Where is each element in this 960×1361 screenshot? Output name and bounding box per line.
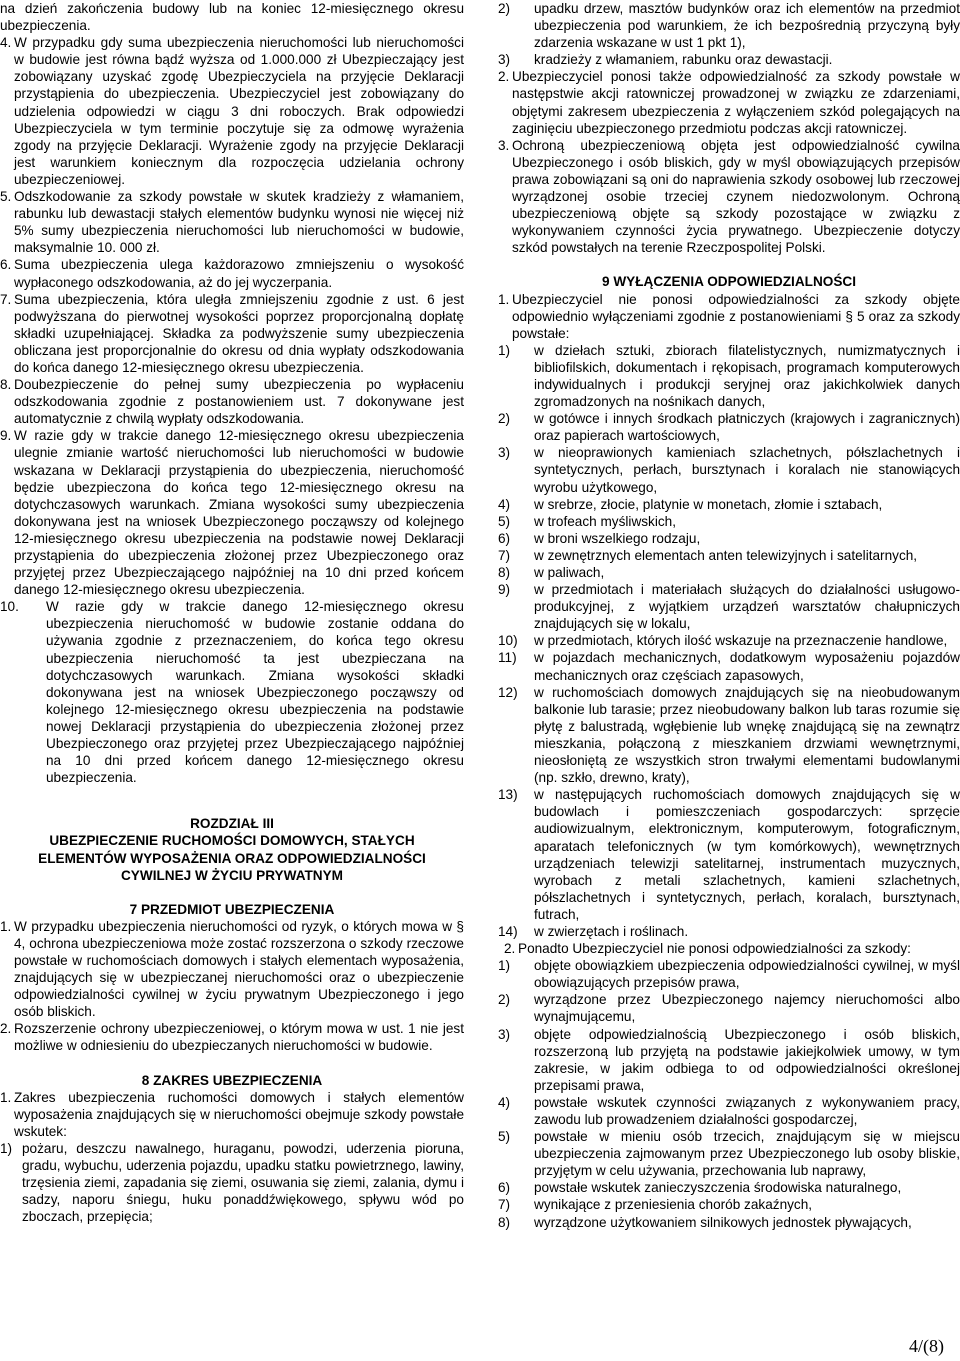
sub-item	[498, 0, 960, 51]
sub-item	[498, 1196, 960, 1213]
item-text: kradzieży z włamaniem, rabunku oraz dewastacji.	[534, 52, 833, 68]
sub-item	[498, 513, 960, 530]
numbered-item	[0, 598, 464, 786]
item-text: w pojazdach mechanicznych, dodatkowym wyposażeniu pojazdów mechanicznych oraz częściach zapasowych,	[534, 650, 960, 683]
sub-item	[498, 547, 960, 564]
section-8-title: 8 ZAKRES UBEZPIECZENIA	[141, 1072, 323, 1088]
section-9-item-1	[498, 291, 960, 342]
sub-item	[498, 51, 960, 68]
numbered-item	[498, 68, 960, 136]
item-text: W razie gdy w trakcie danego 12-miesięcznego okresu ubezpieczenia ulegnie zmianie wartość nieruchomości lub nieruchomości w budowie wskazana w Deklaracji przystąpienia do ubezpieczenia, nieruchomość będzie ubezpieczona do końca tego 12-miesięcznego okresu na dotychczasowych warunkach. Zmiana wysokości sumy ubezpieczenia dokonywana jest na wniosek Ubezpieczonego począwszy od kolejnego 12-miesięcznego okresu ubezpieczenia na podstawie nowej Deklaracji przystąpienia do ubezpieczenia złożonej przez Ubezpieczonego oraz przyjętej przez Ubezpieczającego najpóźniej na 10 dni przed końcem danego 12-miesięcznego okresu ubezpieczenia.	[14, 428, 464, 598]
item-text: Rozszerzenie ochrony ubezpieczeniowej, o którym mowa w ust. 1 nie jest możliwe w odniesieniu do ubezpieczanych nieruchomości w budowie.	[14, 1021, 464, 1054]
item-text: Ubezpieczyciel nie ponosi odpowiedzialności za szkody objęte odpowiednio wyłączeniami zgodnie z postanowieniami § 5 oraz za szkody powstałe:	[512, 291, 960, 341]
item-number: 7)	[498, 1197, 511, 1213]
item-number: 13)	[498, 787, 518, 803]
sub-item	[498, 530, 960, 547]
item-number: 7)	[498, 547, 511, 563]
item-text: w przedmiotach i materiałach służących do działalności usługowo-produkcyjnej, z wyjątkiem urządzeń warsztatów chałupniczych znajdujących się w lokalu,	[534, 582, 960, 632]
item-text: w paliwach,	[534, 565, 605, 580]
item-text: w gotówce i innych środkach płatniczych (krajowych i zagranicznych) oraz papierach wartościowych,	[534, 411, 960, 444]
item-text: powstałe wskutek czynności związanych z wykonywaniem pracy, zawodu lub prowadzeniem działalności gospodarczej,	[534, 1094, 960, 1127]
right-items	[498, 68, 960, 256]
item-text: W razie gdy w trakcie danego 12-miesięcznego okresu ubezpieczenia nieruchomość w budowie zostanie oddana do używania zgodnie z przeznaczeniem, do końca tego okresu ubezpieczenia nieruchomość ta jest ubezpieczana na dotychczasowych warunkach. Zmiana wysokości składki dokonywana jest na wniosek Ubezpieczonego począwszy od kolejnego 12-miesięcznego okresu ubezpieczenia na podstawie nowej Deklaracji przystąpienia do ubezpieczenia złożonej przez Ubezpieczonego oraz przyjętej przez Ubezpieczającego najpóźniej na 10 dni przed końcem danego 12-miesięcznego okresu ubezpieczenia.	[46, 599, 464, 786]
item-number: 2)	[498, 411, 511, 427]
item-number: 1.	[0, 1089, 12, 1105]
item-number: 2.	[504, 941, 516, 957]
sub-item	[498, 496, 960, 513]
item-text: w ruchomościach domowych znajdujących się na nieobudowanym balkonie lub tarasie; przez nieobudowany balkon lub taras rozumie się płytę z balustradą, wgłębienie lub wnękę znajdującą się na zewnątrz mieszkania, połączoną z mieszkaniem drzwiami wewnętrznymi, nieosłoniętą ze wszystkich stron trwałymi elementami budowlanymi (np. szkło, drewno, kraty),	[534, 684, 960, 786]
item-text: pożaru, deszczu nawalnego, huraganu, powodzi, uderzenia pioruna, gradu, wybuchu, uderzenia pojazdu, upadku statku powietrznego, lawiny, trzęsienia ziemi, zapadania się ziemi, osuwania się ziemi, zalania, dymu i sadzy, naporu śniegu, huku ponaddźwiękowego, spływu wód po zboczach, przepięcia;	[22, 1140, 464, 1225]
item-text: w dziełach sztuki, zbiorach filatelistycznych, numizmatycznych i bibliofilskich, dokumentach i rękopisach, programach komputerowych indywidualnych i produkcji seryjnej oraz jakichkolwiek danych zgromadzonych na nośnikach danych,	[534, 342, 960, 410]
item-number: 3)	[498, 1026, 511, 1042]
item-number: 2)	[498, 1, 511, 16]
chapter-subtitle: UBEZPIECZENIE RUCHOMOŚCI DOMOWYCH, STAŁYCH ELEMENTÓW WYPOSAŻENIA ORAZ ODPOWIEDZIALNOŚCI CYWILNEJ W ŻYCIU PRYWATNYM	[38, 833, 426, 883]
item-number: 1.	[0, 918, 12, 934]
item-number: 8)	[498, 1214, 511, 1230]
item-number: 14)	[498, 923, 518, 939]
chapter-title: ROZDZIAŁ III	[190, 816, 274, 832]
item-text: w zewnętrznych elementach anten telewizyjnych i satelitarnych,	[534, 547, 918, 563]
item-text: Zakres ubezpieczenia ruchomości domowych i stałych elementów wyposażenia znajdujących się w nieruchomości obejmuje szkody powstałe wskutek:	[14, 1089, 464, 1139]
sub-item	[498, 991, 960, 1025]
item-text: Ochroną ubezpieczeniową objęta jest odpowiedzialność cywilna Ubezpieczonego i osób bliskich, gdy w myśl obowiązujących przepisów prawa zobowiązani są oni do naprawienia szkody osobowej lub rzeczowej wyrządzonej osobie trzeciej czynem niedozwolonym. Ochroną ubezpieczeniową objęte są szkody pozostające w związku z wykonywaniem czynności życia prywatnego. Ubezpieczenie dotyczy szkód powstałych na terenie Rzeczpospolitej Polski.	[512, 137, 960, 256]
left-items	[0, 34, 464, 786]
item-text: wynikające z przeniesienia chorób zakaźnych,	[534, 1197, 813, 1213]
sub-item	[498, 1094, 960, 1128]
item-number: 2.	[0, 1021, 12, 1037]
item-text: objęte obowiązkiem ubezpieczenia odpowiedzialności cywilnej, w myśl obowiązujących przepisów prawa,	[534, 958, 960, 991]
sub-item	[0, 1140, 464, 1225]
item-number: 9)	[498, 582, 511, 598]
section-8-subitems	[0, 1140, 464, 1225]
item-text: objęte odpowiedzialnością Ubezpieczonego i osób bliskich, rozszerzoną lub przyjętą na podstawie jakiejkolwiek umowy, w tym zakresie, w jakim odbiega to od odpowiedzialności określonej przepisami prawa,	[534, 1026, 960, 1093]
top-subitems	[498, 0, 960, 68]
item-text: Suma ubezpieczenia ulega każdorazowo zmniejszeniu o wysokość wypłaconego odszkodowania, aż do jej wyczerpania.	[14, 257, 464, 290]
item-number: 10)	[498, 633, 518, 649]
sub-item	[498, 1179, 960, 1196]
item-text: w przedmiotach, których ilość wskazuje na przeznaczenie handlowe,	[534, 633, 948, 649]
numbered-item	[0, 291, 464, 376]
sub-item	[498, 649, 960, 683]
item-text: Odszkodowanie za szkody powstałe w skutek kradzieży z włamaniem, rabunku lub dewastacji stałych elementów budynku wynosi nie więcej niż 5% sumy ubezpieczenia nieruchomości lub nieruchomości w budowie, maksymalnie 10. 000 zł.	[14, 189, 464, 256]
sub-item	[498, 1214, 960, 1231]
item-number: 4.	[0, 35, 12, 51]
item-text: powstałe w mieniu osób trzecich, znajdującym się w miejscu ubezpieczenia zajmowanym przez Ubezpieczonego lub osoby bliskie, przyjętym w celu używania, przechowania lub naprawy,	[534, 1129, 960, 1179]
item-number: 6)	[498, 530, 511, 546]
numbered-item	[0, 427, 464, 598]
item-number: 6)	[498, 1180, 511, 1196]
item-number: 3)	[498, 52, 511, 68]
item-number: 1.	[498, 291, 510, 307]
sub-item	[498, 684, 960, 787]
page-number: 4/(8)	[909, 1335, 944, 1356]
item-number: 12)	[498, 684, 518, 700]
item-text: W przypadku gdy suma ubezpieczenia nieruchomości lub nieruchomości w budowie jest równa bądź wyższa od 1.000.000 zł Ubezpieczający jest zobowiązany uzyskać zgodę Ubezpieczyciela na przyjęcie Deklaracji przystąpienia do ubezpieczenia. Ubezpieczyciel jest zobowiązany do udzielenia odpowiedzi w ciągu 3 dni roboczych. Brak odpowiedzi Ubezpieczyciela w tym terminie poczytuje się za odmowę wyrażenia zgody na przyjęcie Deklaracji. Wyrażenie zgody na przyjęcie Deklaracji jest warunkiem koniecznym dla rozpoczęcia udzielania ochrony ubezpieczeniowej.	[14, 35, 464, 187]
section-9-title: 9 WYŁĄCZENIA ODPOWIEDZIALNOŚCI	[602, 274, 856, 290]
sub-item	[498, 1128, 960, 1179]
item-text: w broni wszelkiego rodzaju,	[534, 530, 701, 546]
section-9-subitems-2	[498, 957, 960, 1231]
sub-item	[498, 564, 960, 581]
item-number: 4)	[498, 496, 511, 512]
section-9-item-2	[498, 940, 960, 957]
item-number: 4)	[498, 1094, 511, 1110]
left-column	[0, 0, 464, 1225]
numbered-item	[0, 918, 464, 1021]
item-text: Suma ubezpieczenia, która uległa zmniejszeniu zgodnie z ust. 6 jest podwyższana do pierwotnej wysokości poprzez proporcjonalną dopłatę składki uzupełniającej. Składka za podwyższenie sumy ubezpieczenia obliczana jest proporcjonalnie do okresu od dnia wypłaty odszkodowania do końca danego 12-miesięcznego okresu ubezpieczenia.	[14, 291, 464, 375]
item-number: 2.	[498, 69, 510, 85]
numbered-item	[498, 137, 960, 257]
sub-item	[498, 957, 960, 991]
item-text: w następujących ruchomościach domowych znajdujących się w budowlach i pomieszczeniach gospodarczych: sprzęcie audiowizualnym, elektronicznym, komputerowym, fotograficznym, aparatach telefonicznych (w tym komórkowych), wewnętrznych urządzeniach telewizji satelitarnej, instrumentach muzycznych, wyrobach z metali szlachetnych, kamieni szlachetnych, półszlachetnych i syntetycznych, perłach, koralach, bursztynach, futrach,	[534, 787, 960, 922]
section-9-subitems-1	[498, 342, 960, 940]
item-number: 8)	[498, 565, 511, 580]
item-text: Ponadto Ubezpieczyciel nie ponosi odpowiedzialności za szkody:	[518, 941, 911, 957]
item-number: 2)	[498, 992, 511, 1008]
item-text: wyrządzone przez Ubezpieczonego najemcy nieruchomości albo wynajmującemu,	[534, 992, 960, 1025]
section-7-items	[0, 918, 464, 1055]
item-number: 9.	[0, 428, 12, 444]
item-text: w srebrze, złocie, platynie w monetach, złomie i sztabach,	[534, 496, 883, 512]
sub-item	[498, 410, 960, 444]
item-text: w trofeach myśliwskich,	[534, 513, 677, 529]
intro-paragraph: na dzień zakończenia budowy lub na koniec 12-miesięcznego okresu ubezpieczenia.	[0, 1, 464, 34]
item-number: 1)	[0, 1140, 13, 1156]
item-number: 1)	[498, 342, 511, 358]
numbered-item	[0, 188, 464, 256]
item-text: Ubezpieczyciel ponosi także odpowiedzialność za szkody powstałe w następstwie akcji ratowniczej prowadzonej w związku ze zdarzeniami, objętymi zakresem ubezpieczenia z wyłączeniem szkód polegających na zaginięciu ubezpieczonego przedmiotu podczas akcji ratowniczej.	[512, 69, 960, 136]
sub-item	[498, 923, 960, 940]
item-number: 8.	[0, 377, 12, 393]
section-8-item-1	[0, 1089, 464, 1140]
item-text: wyrządzone użytkowaniem silnikowych jednostek pływających,	[534, 1214, 912, 1230]
sub-item	[498, 632, 960, 649]
item-text: upadku drzew, masztów budynków oraz ich elementów na przedmiot ubezpieczenia pod warunkiem, że ich bezpośrednią przyczyną były zdarzenia wskazane w ust 1 pkt 1),	[534, 1, 960, 51]
item-number: 6.	[0, 257, 12, 273]
sub-item	[498, 444, 960, 495]
sub-item	[498, 581, 960, 632]
item-number: 5.	[0, 189, 12, 205]
sub-item	[498, 1026, 960, 1094]
sub-item	[498, 786, 960, 923]
item-number: 1)	[498, 958, 511, 974]
item-text: Doubezpieczenie do pełnej sumy ubezpieczenia po wypłaceniu odszkodowania zgodnie z postanowieniem ust. 7 dokonywane jest automatycznie z chwilą wypłaty odszkodowania.	[14, 377, 464, 427]
item-text: W przypadku ubezpieczenia nieruchomości od ryzyk, o których mowa w § 4, ochrona ubezpieczeniowa może zostać rozszerzona o szkody rzeczowe powstałe w ruchomościach domowych i stałych elementach wyposażenia, znajdujących się w ubezpieczanej nieruchomości oraz o ubezpieczenie odpowiedzialności cywilnej w życiu prywatnym Ubezpieczonego i jego osób bliskich.	[14, 918, 464, 1020]
item-text: powstałe wskutek zanieczyszczenia środowiska naturalnego,	[534, 1180, 902, 1196]
numbered-item	[0, 34, 464, 188]
numbered-item	[0, 256, 464, 290]
numbered-item	[0, 1020, 464, 1054]
sub-item	[498, 342, 960, 410]
item-number: 5)	[498, 1129, 511, 1145]
item-number: 7.	[0, 291, 12, 307]
numbered-item	[0, 376, 464, 427]
item-number: 3.	[498, 137, 510, 153]
item-number: 5)	[498, 513, 511, 529]
item-number: 11)	[498, 650, 517, 666]
item-number: 10.	[0, 599, 19, 615]
item-text: w nieoprawionych kamieniach szlachetnych, półszlachetnych i syntetycznych, perłach, bursztynach i koralach nie stanowiących wyrobu użytkowego,	[534, 445, 960, 495]
section-7-title: 7 PRZEDMIOT UBEZPIECZENIA	[129, 901, 335, 917]
item-text: w zwierzętach i roślinach.	[534, 923, 689, 939]
right-column	[498, 0, 960, 1231]
item-number: 3)	[498, 445, 511, 461]
